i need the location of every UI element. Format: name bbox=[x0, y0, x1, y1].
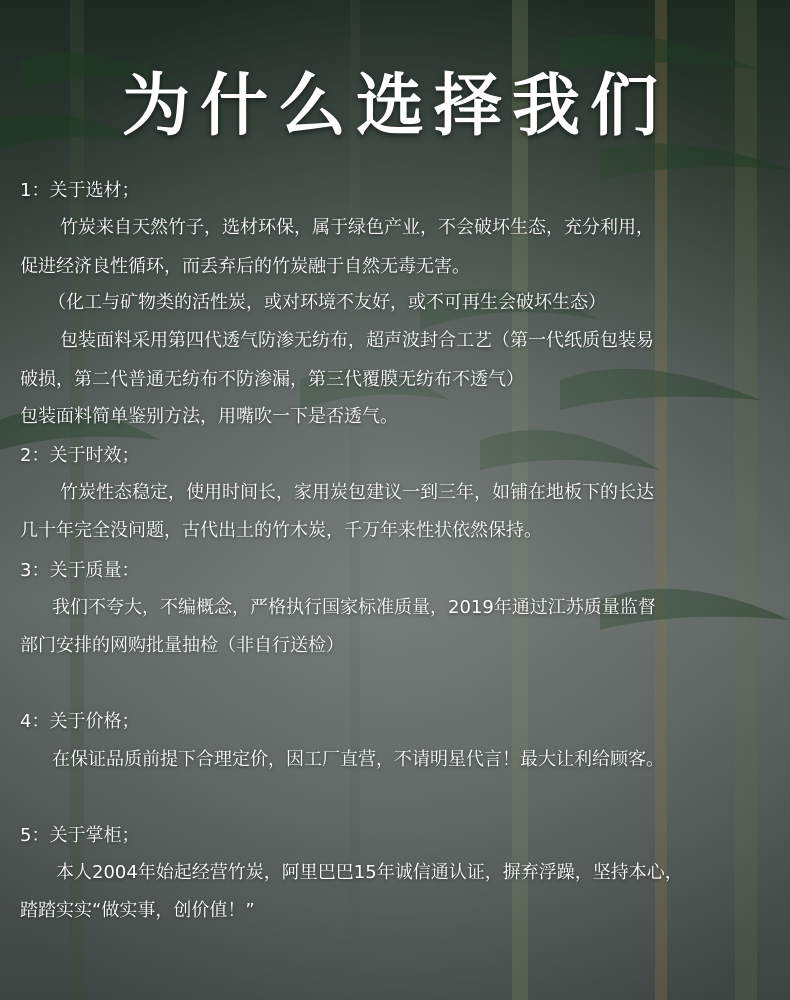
page-title: 为什么选择我们 bbox=[121, 67, 668, 146]
section-4-heading: 4：关于价格； bbox=[20, 711, 140, 732]
section-1-text: 破损，第二代普通无纺布不防渗漏，第三代覆膜无纺布不透气） bbox=[20, 369, 524, 390]
section-1-text: （化工与矿物类的活性炭，或对环境不友好，或不可再生会破坏生态） bbox=[48, 292, 606, 313]
section-1-text: 包装面料采用第四代透气防渗无纺布，超声波封合工艺（第一代纸质包装易 bbox=[60, 330, 654, 351]
section-4-text: 在保证品质前提下合理定价，因工厂直营，不请明星代言！最大让利给顾客。 bbox=[52, 749, 664, 770]
section-5-heading: 5：关于掌柜； bbox=[20, 825, 140, 846]
section-2-heading: 2：关于时效； bbox=[20, 445, 140, 466]
section-2-text: 竹炭性态稳定，使用时间长，家用炭包建议一到三年，如铺在地板下的长达 bbox=[60, 482, 654, 503]
section-5-text: 踏踏实实“做实事，创价值！” bbox=[20, 900, 255, 921]
section-3-heading: 3：关于质量： bbox=[20, 560, 140, 581]
section-3-text: 部门安排的网购批量抽检（非自行送检） bbox=[20, 635, 344, 656]
section-1-heading: 1：关于选材； bbox=[20, 180, 140, 201]
section-1-text: 竹炭来自天然竹子，选材环保，属于绿色产业，不会破坏生态，充分利用， bbox=[60, 217, 654, 238]
section-1-text: 促进经济良性循环，而丢弃后的竹炭融于自然无毒无害。 bbox=[20, 256, 470, 277]
section-1-text: 包装面料简单鉴别方法，用嘴吹一下是否透气。 bbox=[20, 406, 398, 427]
section-5-text: 本人2004年始起经营竹炭，阿里巴巴15年诚信通认证，摒弃浮躁，坚持本心， bbox=[56, 862, 683, 883]
section-2-text: 几十年完全没问题，古代出土的竹木炭，千万年来性状依然保持。 bbox=[20, 520, 542, 541]
section-3-text: 我们不夸大，不编概念，严格执行国家标准质量，2019年通过江苏质量监督 bbox=[52, 597, 656, 618]
